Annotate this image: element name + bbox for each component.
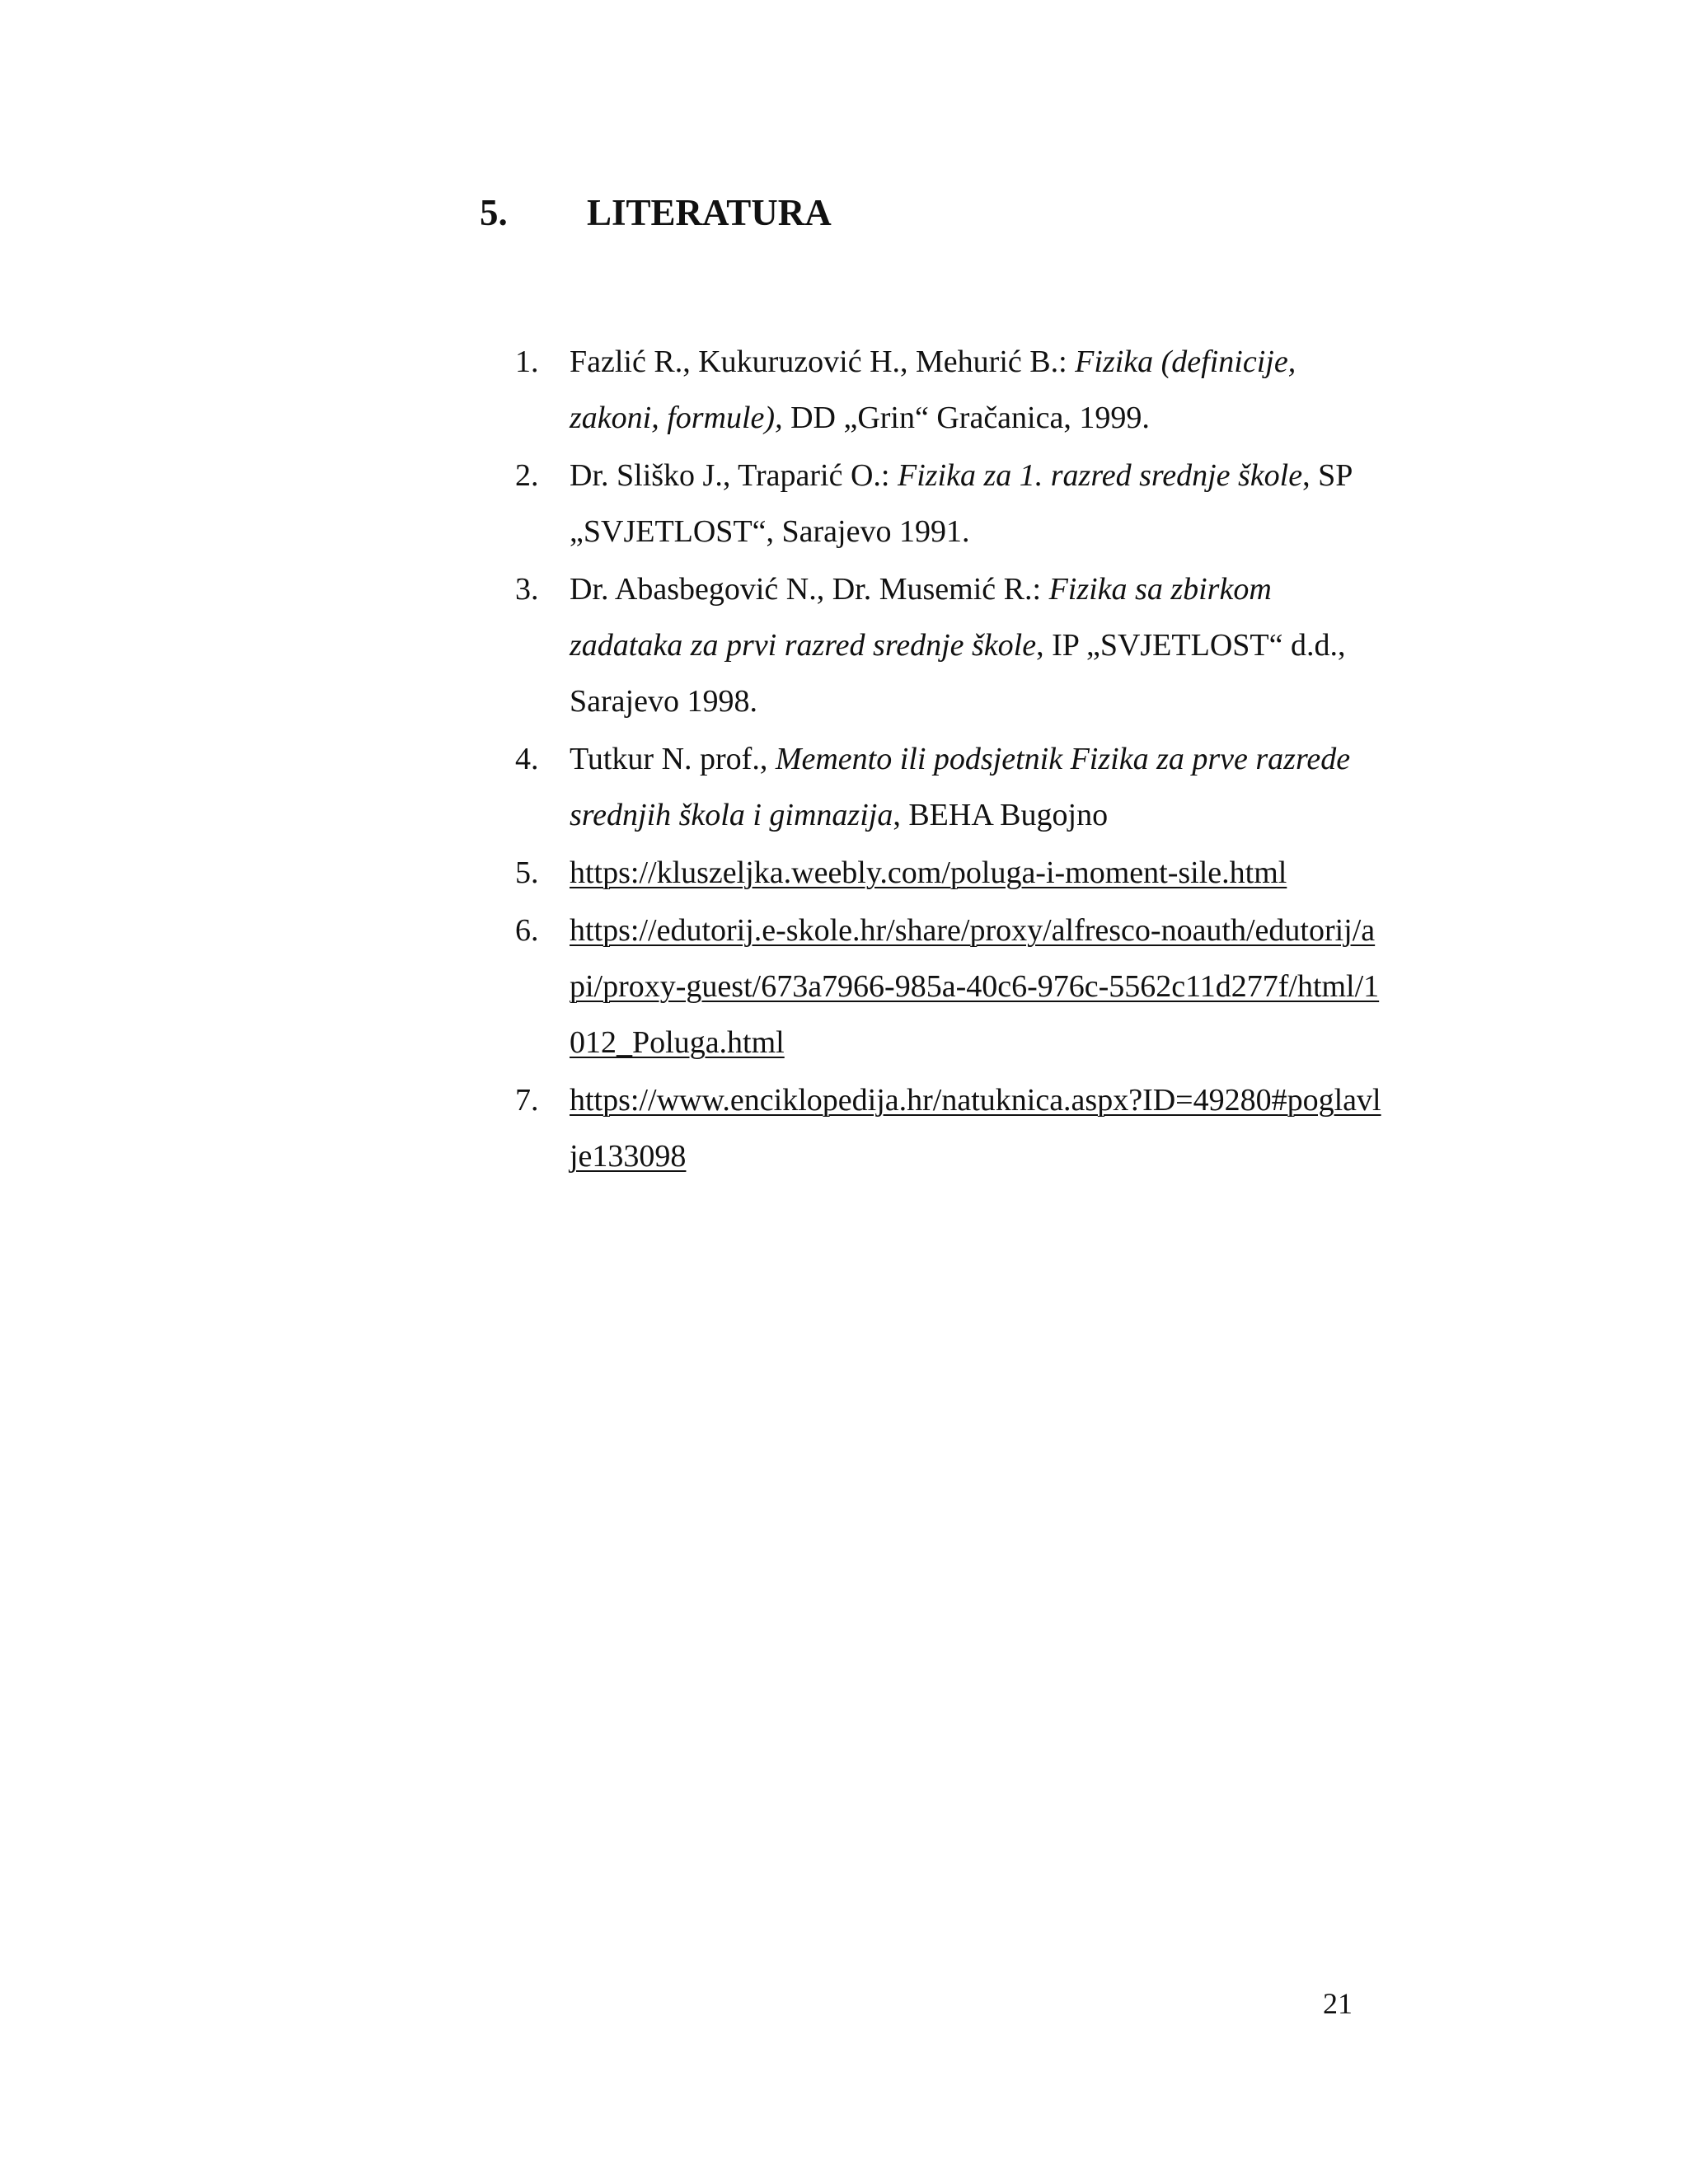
reference-number: 4. (515, 742, 539, 776)
reference-number: 1. (515, 344, 539, 379)
reference-item (515, 845, 1389, 901)
reference-number: 2. (515, 458, 539, 493)
reference-item (515, 902, 1389, 1071)
reference-number: 5. (515, 855, 539, 890)
section-heading (480, 191, 832, 234)
reference-item (515, 731, 1389, 843)
section-number: 5. (480, 192, 508, 233)
reference-item (515, 448, 1389, 560)
reference-item (515, 561, 1389, 729)
reference-item (515, 334, 1389, 446)
reference-link[interactable]: https://www.enciklopedija.hr/natuknica.aspx?ID=49280#poglavlje133098 (570, 1083, 1381, 1174)
reference-title: Memento ili podsjetnik Fizika za prve razrede srednjih škola i gimnazija (570, 742, 1351, 832)
reference-publisher: , SP „SVJETLOST“, Sarajevo 1991. (570, 458, 1352, 549)
reference-authors: Fazlić R., Kukuruzović H., Mehurić B.: (570, 344, 1076, 379)
reference-number: 3. (515, 572, 539, 607)
reference-publisher: , IP „SVJETLOST“ d.d., Sarajevo 1998. (570, 628, 1346, 719)
reference-authors: Dr. Sliško J., Traparić O.: (570, 458, 898, 493)
reference-publisher: , BEHA Bugojno (893, 798, 1109, 832)
section-title: LITERATURA (587, 192, 832, 233)
reference-item (515, 1072, 1389, 1184)
reference-authors: Dr. Abasbegović N., Dr. Musemić R.: (570, 572, 1049, 607)
reference-authors: Tutkur N. prof., (570, 742, 776, 776)
page-number: 21 (1323, 1987, 1353, 2020)
reference-publisher: DD „Grin“ Gračanica, 1999. (782, 401, 1150, 435)
reference-number: 7. (515, 1083, 539, 1118)
reference-title: Fizika za 1. razred srednje škole (897, 458, 1303, 493)
reference-link[interactable]: https://kluszeljka.weebly.com/poluga-i-moment-sile.html (570, 855, 1287, 890)
reference-title: Fizika (definicije, zakoni, formule), (570, 344, 1296, 435)
reference-list (515, 334, 1389, 1186)
reference-number: 6. (515, 913, 539, 948)
reference-title: Fizika sa zbirkom zadataka za prvi razred srednje škole (570, 572, 1272, 663)
reference-link[interactable]: https://edutorij.e-skole.hr/share/proxy/alfresco-noauth/edutorij/api/proxy-guest/673a7966-985a-40c6-976c-5562c11d277f/html/1012_Poluga.html (570, 913, 1380, 1060)
